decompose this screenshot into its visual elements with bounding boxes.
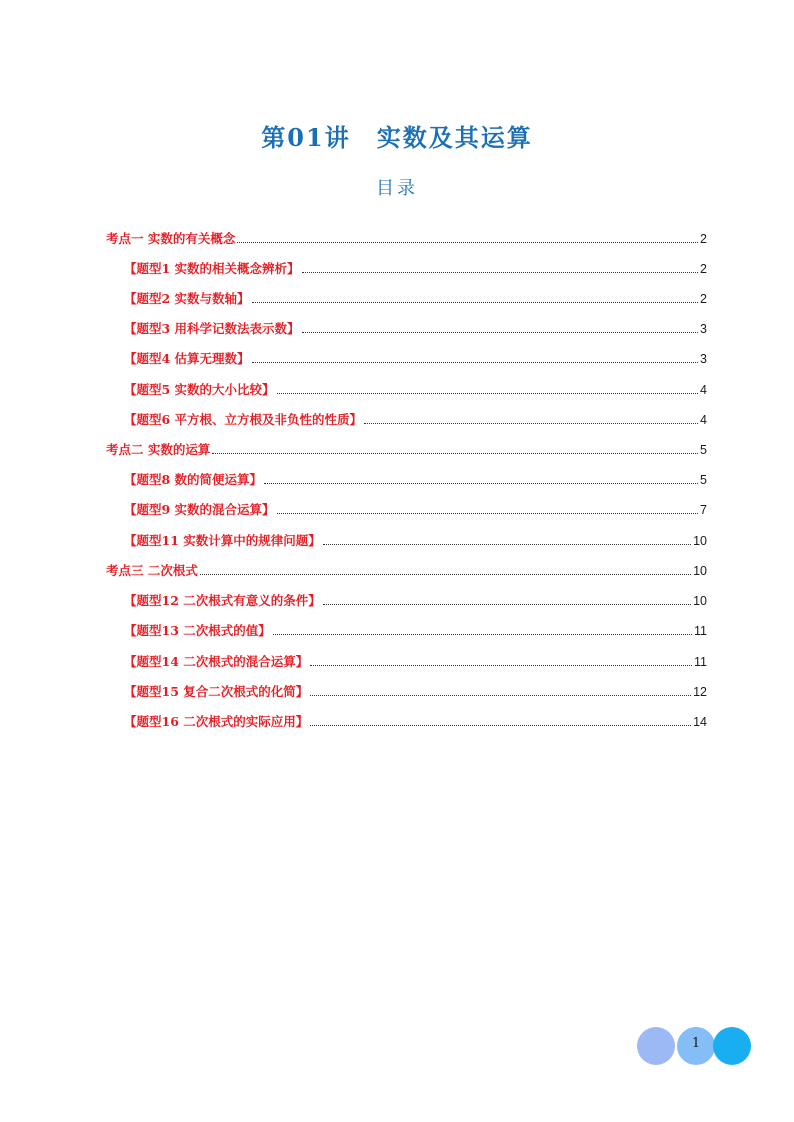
toc-entry-page: 10 — [693, 594, 707, 608]
toc-entry-label: 【题型2 实数与数轴】 — [124, 291, 250, 306]
dot-leader — [323, 604, 691, 605]
dot-leader — [200, 574, 691, 575]
dot-leader — [310, 665, 692, 666]
toc-entry-label: 考点一 实数的有关概念 — [106, 231, 236, 246]
toc-entry-type-3[interactable] — [124, 319, 707, 337]
toc-entry-type-14[interactable] — [124, 652, 707, 670]
toc-heading: 目录 — [376, 178, 418, 199]
toc-entry-type-1[interactable] — [124, 259, 707, 277]
dot-leader — [302, 272, 698, 273]
toc-entry-page: 10 — [693, 564, 707, 578]
toc-entry-page: 7 — [700, 503, 707, 517]
toc-entry-section-2[interactable] — [106, 440, 707, 458]
toc-entry-label: 考点三 二次根式 — [106, 563, 198, 578]
toc-entry-label: 【题型8 数的简便运算】 — [124, 472, 263, 487]
toc-entry-page: 3 — [700, 352, 707, 366]
toc-entry-type-2[interactable] — [124, 289, 707, 307]
toc-entry-page: 3 — [700, 322, 707, 336]
toc-entry-type-5[interactable] — [124, 380, 707, 398]
toc-entry-label: 【题型5 实数的大小比较】 — [124, 382, 275, 397]
lecture-number: 第01讲 — [261, 123, 351, 152]
toc-entry-label: 【题型16 二次根式的实际应用】 — [124, 714, 309, 729]
toc-entry-label: 【题型6 平方根、立方根及非负性的性质】 — [124, 412, 363, 427]
dot-leader — [252, 302, 698, 303]
toc-entry-type-4[interactable] — [124, 349, 707, 367]
toc-entry-label: 【题型4 估算无理数】 — [124, 351, 250, 366]
lecture-topic: 实数及其运算 — [376, 123, 533, 152]
dot-leader — [273, 634, 692, 635]
toc-entry-label: 【题型3 用科学记数法表示数】 — [124, 321, 300, 336]
page-number: 1 — [691, 1036, 701, 1051]
toc-entry-type-15[interactable] — [124, 682, 707, 700]
toc-entry-page: 12 — [693, 685, 707, 699]
toc-entry-label: 考点二 实数的运算 — [106, 442, 211, 457]
decorative-circle-icon — [637, 1027, 675, 1065]
toc-entry-type-16[interactable] — [124, 712, 707, 730]
toc-entry-page: 14 — [693, 715, 707, 729]
toc-entry-type-12[interactable] — [124, 591, 707, 609]
dot-leader — [277, 393, 698, 394]
dot-leader — [310, 695, 691, 696]
toc-entry-page: 2 — [700, 232, 707, 246]
toc-entry-type-13[interactable] — [124, 621, 707, 639]
decorative-circle-icon — [713, 1027, 751, 1065]
toc-entry-page: 2 — [700, 292, 707, 306]
dot-leader — [252, 362, 698, 363]
toc-entry-label: 【题型13 二次根式的值】 — [124, 623, 271, 638]
dot-leader — [302, 332, 698, 333]
dot-leader — [277, 513, 698, 514]
toc-entry-section-3[interactable] — [106, 561, 707, 579]
dot-leader — [364, 423, 698, 424]
dot-leader — [237, 242, 698, 243]
toc-entry-page: 11 — [694, 624, 707, 638]
toc-entry-label: 【题型15 复合二次根式的化简】 — [124, 684, 309, 699]
toc-entry-label: 【题型1 实数的相关概念辨析】 — [124, 261, 300, 276]
dot-leader — [310, 725, 691, 726]
toc-entry-label: 【题型14 二次根式的混合运算】 — [124, 654, 309, 669]
toc-entry-page: 4 — [700, 413, 707, 427]
dot-leader — [323, 544, 691, 545]
page-number-badge — [637, 1027, 757, 1067]
toc-entry-type-6[interactable] — [124, 410, 707, 428]
toc-entry-type-11[interactable] — [124, 531, 707, 549]
toc-entry-page: 4 — [700, 383, 707, 397]
toc-entry-page: 11 — [694, 655, 707, 669]
toc-entry-label: 【题型11 实数计算中的规律问题】 — [124, 533, 321, 548]
toc-entry-type-8[interactable] — [124, 470, 707, 488]
toc-entry-label: 【题型12 二次根式有意义的条件】 — [124, 593, 321, 608]
dot-leader — [212, 453, 698, 454]
toc-entry-type-9[interactable] — [124, 500, 707, 518]
toc-entry-page: 2 — [700, 262, 707, 276]
toc-entry-section-1[interactable] — [106, 229, 707, 247]
dot-leader — [264, 483, 698, 484]
toc-entry-label: 【题型9 实数的混合运算】 — [124, 502, 275, 517]
toc-entry-page: 5 — [700, 443, 707, 457]
toc-entry-page: 5 — [700, 473, 707, 487]
toc-entry-page: 10 — [693, 534, 707, 548]
